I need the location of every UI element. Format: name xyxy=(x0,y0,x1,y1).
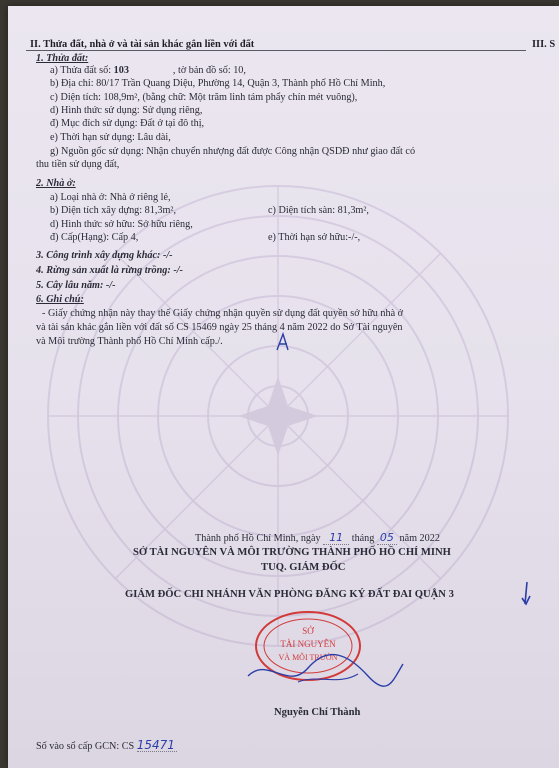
drum-watermark-icon xyxy=(38,176,518,656)
house-ownership: d) Hình thức sở hữu: Sở hữu riêng, xyxy=(50,219,193,230)
date-day: 11 xyxy=(323,532,349,545)
date-month: 05 xyxy=(377,532,397,545)
perennial-trees: 5. Cây lâu năm: -/- xyxy=(36,280,116,291)
registry-number: 15471 xyxy=(136,738,175,752)
land-parcel-number: 103 xyxy=(113,65,129,76)
house-type: a) Loại nhà ở: Nhà ở riêng lẻ, xyxy=(50,192,171,203)
land-heading: 1. Thửa đất: xyxy=(36,53,89,64)
land-area: c) Diện tích: 108,9m², (bằng chữ: Một trăm linh tám phẩy chín mét vuông), xyxy=(50,92,358,103)
land-origin-2: thu tiền sử dụng đất, xyxy=(36,159,120,170)
next-section-tab: III. S xyxy=(532,39,556,50)
authorization-title: TUQ. GIÁM ĐỐC xyxy=(261,562,346,573)
house-ownership-term: e) Thời hạn sở hữu:-/-, xyxy=(268,232,361,243)
land-origin-1: g) Nguồn gốc sử dụng: Nhận chuyển nhượng đất được Công nhận QSDĐ như giao đất có xyxy=(50,146,416,157)
handwritten-tick-icon xyxy=(274,332,292,352)
signer-role: GIÁM ĐỐC CHI NHÁNH VĂN PHÒNG ĐĂNG KÝ ĐẤT ĐAI QUẬN 3 xyxy=(125,589,454,600)
registry-line xyxy=(36,739,177,753)
production-forest: 4. Rừng sản xuất là rừng trồng: -/- xyxy=(36,265,183,276)
seal-text-2: TÀI NGUYÊN xyxy=(280,639,336,649)
date-year: năm 2022 xyxy=(399,533,440,544)
house-build-area: b) Diện tích xây dựng: 81,3m², xyxy=(50,205,176,216)
land-term: e) Thời hạn sử dụng: Lâu dài, xyxy=(50,132,171,143)
land-parcel-label: a) Thửa đất số: xyxy=(50,65,114,76)
registry-label: Số vào sổ cấp GCN: CS xyxy=(36,741,135,752)
seal-text-1: SỞ xyxy=(302,626,314,636)
land-parcel-line xyxy=(50,65,246,77)
other-construction: 3. Công trình xây dựng khác: -/- xyxy=(36,250,173,261)
signer-name: Nguyễn Chí Thành xyxy=(274,707,361,718)
place-date-prefix: Thành phố Hồ Chí Minh, ngày xyxy=(195,533,321,544)
house-floor-area: c) Diện tích sàn: 81,3m², xyxy=(268,205,369,216)
notes-heading: 6. Ghi chú: xyxy=(36,294,84,305)
certificate-page xyxy=(8,6,559,768)
date-month-label: tháng xyxy=(351,533,375,544)
land-purpose: đ) Mục đích sử dụng: Đất ở tại đô thị, xyxy=(50,118,205,129)
note-line-3: và Môi trường Thành phố Hồ Chí Minh cấp./. xyxy=(36,336,223,347)
signature-scribble-icon xyxy=(228,646,408,696)
land-map-sheet: , tờ bản đồ số: 10, xyxy=(172,65,246,76)
note-line-1: - Giấy chứng nhận này thay thế Giấy chứng nhận quyền sử dụng đất quyền sở hữu nhà ở xyxy=(42,308,404,319)
land-usage-form: d) Hình thức sử dụng: Sử dụng riêng, xyxy=(50,105,203,116)
house-grade: đ) Cấp(Hạng): Cấp 4, xyxy=(50,232,139,243)
seal-text-3: VÀ MÔI TRƯỜN xyxy=(278,653,338,662)
place-date-line xyxy=(195,532,440,545)
section-title: II. Thửa đất, nhà ở và tài sản khác gắn liền với đất xyxy=(30,39,255,50)
header-divider xyxy=(26,50,526,51)
house-heading: 2. Nhà ở: xyxy=(36,178,76,189)
department-name: SỞ TÀI NGUYÊN VÀ MÔI TRƯỜNG THÀNH PHỐ HỒ CHÍ MINH xyxy=(133,547,451,558)
pen-mark-icon xyxy=(519,580,533,606)
note-line-2: và tài sản khác gắn liền với đất số CS 15469 ngày 25 tháng 4 năm 2022 do Sở Tài nguyên xyxy=(36,322,403,333)
land-address: b) Địa chỉ: 80/17 Trần Quang Diệu, Phường 14, Quận 3, Thành phố Hồ Chí Minh, xyxy=(50,78,386,89)
